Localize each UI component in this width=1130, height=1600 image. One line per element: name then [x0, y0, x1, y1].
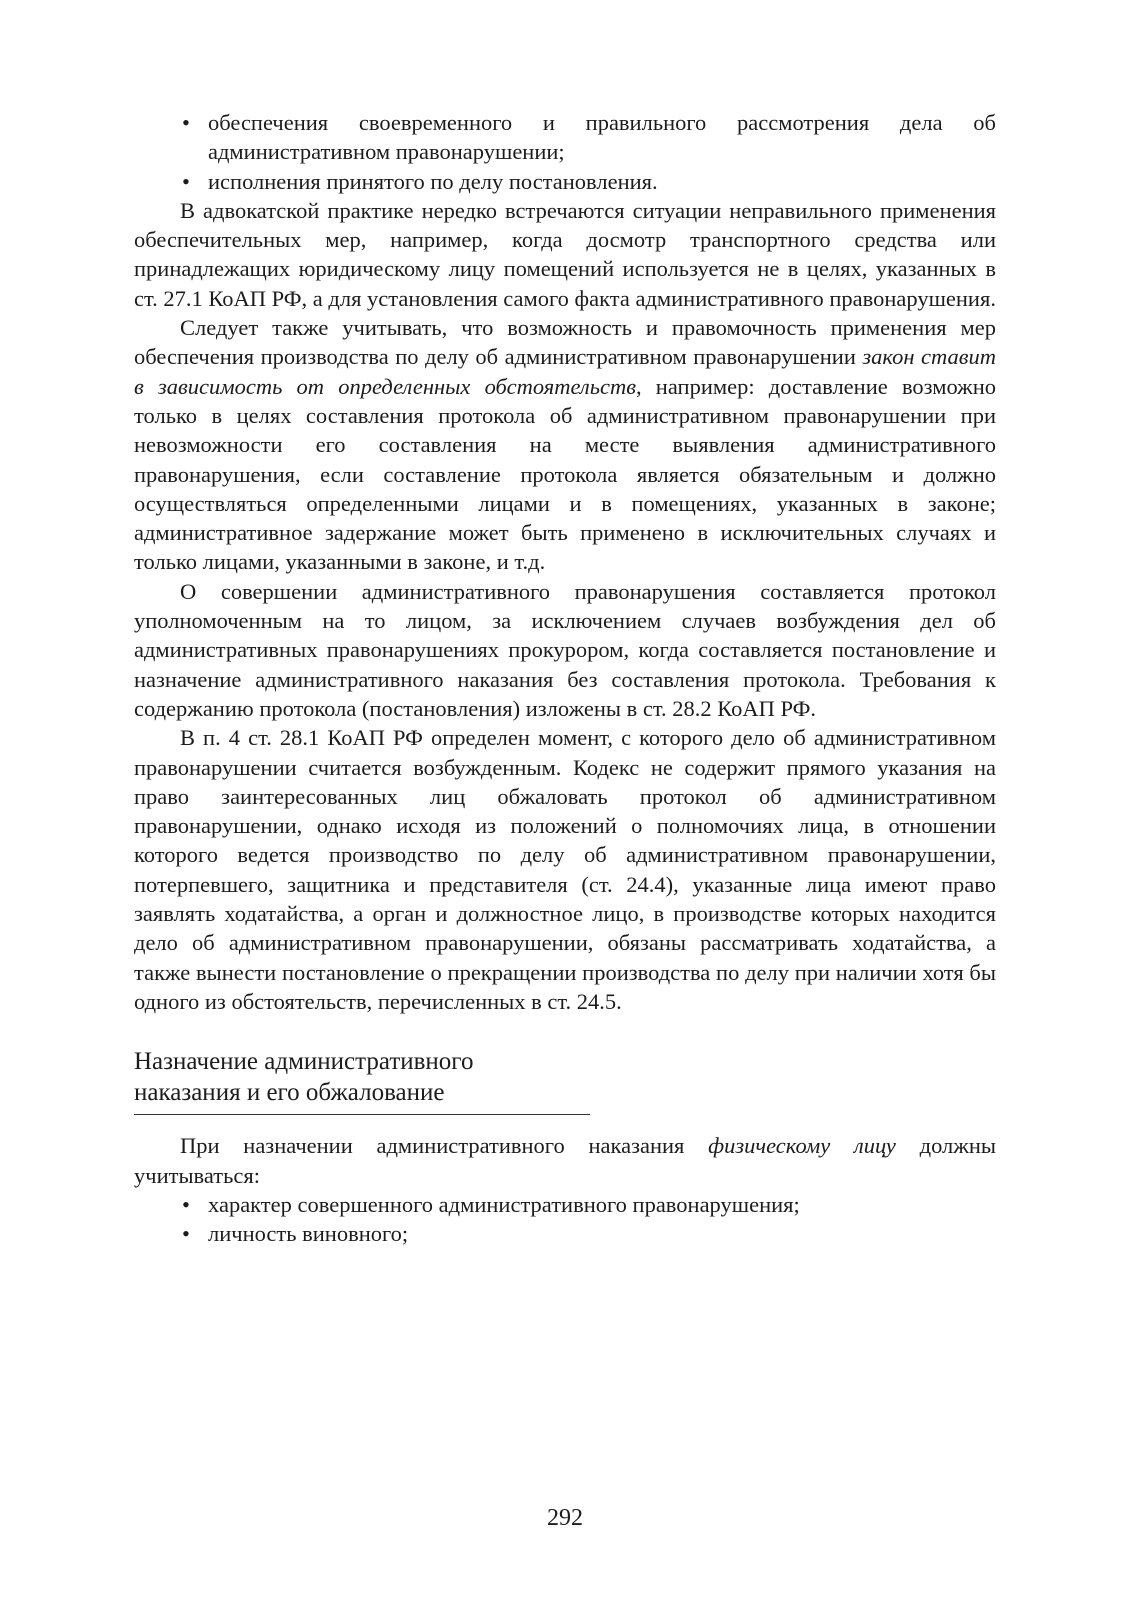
paragraph-text: должны учитываться: [134, 1133, 996, 1188]
paragraph-italic-text: физическому лицу [708, 1133, 896, 1159]
paragraph-measures-conditions [134, 313, 996, 577]
paragraph-advocacy-practice: В адвокатской практике нередко встречаются ситуации неправильного применения обеспечительных мер, например, когда досмотр транспортного средства или принадлежащих юридическому лицу помещений используется не в целях, указанных в ст. 27.1 КоАП РФ, а для установления самого факта административного правонарушения. [134, 197, 996, 311]
paragraph-text: Следует также учитывать, что возможность и правомочность применения мер обеспечения производства по делу об административном правонарушении [134, 315, 996, 370]
section-heading [134, 1046, 996, 1108]
page-number: 292 [547, 1505, 583, 1531]
paragraph-case-initiation: В п. 4 ст. 28.1 КоАП РФ определен момент, с которого дело об административном правонарушении считается возбужденным. Кодекс не содержит прямого указания на право заинтересованных лиц обжаловать протокол об административном правонарушении, однако исходя из положений о полномочиях лица, в отношении которого ведется производство по делу об административном правонарушении, потерпевшего, защитника и представителя (ст. 24.4), указанные лица имеют право заявлять ходатайства, а орган и должностное лицо, в производстве которых находится дело об административном правонарушении, обязаны рассматривать ходатайства, а также вынести постановление о прекращении производства по делу при наличии хотя бы одного из обстоятельств, перечисленных в ст. 24.5. [134, 725, 996, 1014]
bullet-list-top [134, 108, 996, 196]
bullet-list-bottom [134, 1190, 996, 1249]
section-heading-line: Назначение административного [134, 1048, 474, 1076]
paragraph-punishment-intro [134, 1131, 996, 1190]
page-body [134, 108, 996, 1248]
paragraph-italic-text: закон ставит в зависимость от определенных обстоятельств [134, 344, 996, 399]
heading-underline [134, 1114, 590, 1115]
paragraph-protocol: О совершении административного правонарушения составляется протокол уполномоченным на то лицом, за исключением случаев возбуждения дел об административных правонарушениях прокурором, когда составляется постановление и назначение административного наказания без составления протокола. Требования к содержанию протокола (постановления) изложены в ст. 28.2 КоАП РФ. [134, 578, 996, 721]
section-heading-line: наказания и его обжалование [134, 1079, 445, 1107]
paragraph-text: , например: доставление возможно только в целях составления протокола об административном правонарушении при невозможности его составления на месте выявления административного правонарушения, если составление протокола является обязательным и должно осуществляться определенными лицами и в помещениях, указанных в законе; административное задержание может быть применено в исключительных случаях и только лицами, указанными в законе, и т.д. [134, 373, 996, 575]
list-item: • обеспечения своевременного и правильного рассмотрения дела об административном правонарушении; [180, 108, 996, 167]
list-item: • личность виновного; [180, 1219, 996, 1248]
list-item: • исполнения принятого по делу постановления. [180, 167, 996, 196]
paragraph-text: При назначении административного наказания [180, 1133, 709, 1159]
list-item: • характер совершенного административного правонарушения; [180, 1190, 996, 1219]
